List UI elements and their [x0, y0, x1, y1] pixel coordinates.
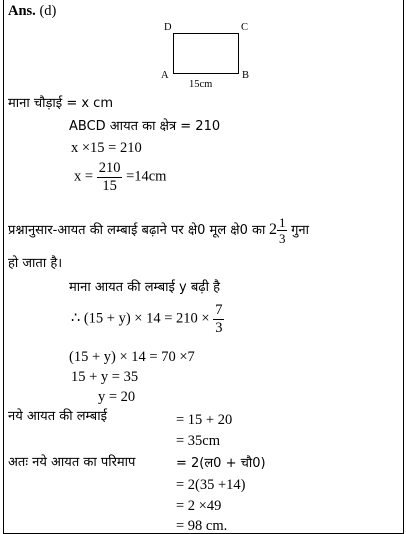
answer-option: (d)	[39, 3, 57, 19]
fraction-denominator: 15	[102, 177, 117, 194]
line-length-increase: माना आयत की लम्बाई y बढ़ी है	[69, 280, 221, 295]
line-therefore-equation	[71, 303, 224, 335]
fraction-7-3	[213, 303, 224, 335]
side-length-label: 15cm	[189, 79, 213, 90]
vertex-c-label: C	[241, 22, 249, 33]
new-length-label: नये आयत की लम्बाई	[8, 409, 107, 424]
fraction-210-15	[97, 161, 123, 193]
fraction-3-denominator: 3	[215, 319, 223, 336]
vertex-d-label: D	[164, 22, 172, 33]
line-condition-cont: हो जाता है।	[8, 256, 63, 271]
mixed-whole: 2	[268, 220, 277, 238]
perimeter-step-1: = 2(35 +14)	[176, 477, 246, 493]
x-equals: x =	[74, 168, 94, 185]
mixed-fraction	[277, 216, 288, 245]
mixed-denominator: 3	[278, 231, 286, 246]
vertex-a-label: A	[161, 70, 169, 81]
mixed-numerator: 1	[278, 215, 286, 230]
line-x-value	[74, 161, 166, 193]
new-length-result: = 35cm	[176, 433, 221, 449]
condition-text: प्रश्नानुसार-आयत की लम्बाई बढ़ाने पर क्षे0 मूल क्षे0 का	[8, 222, 266, 238]
line-simplify-2: 15 + y = 35	[71, 369, 139, 385]
line-area-equation: x ×15 = 210	[71, 140, 142, 156]
x-result: =14cm	[126, 168, 167, 185]
line-area-statement: ABCD आयत का क्षेत्र = 210	[69, 119, 221, 134]
new-perimeter-label: अतः नये आयत का परिमाप	[8, 455, 136, 470]
perimeter-step-2: = 2 ×49	[176, 498, 222, 514]
line-y-value: y = 20	[98, 389, 136, 405]
perimeter-formula	[176, 456, 266, 471]
condition-times: गुना	[291, 222, 309, 238]
rectangle-abcd	[173, 33, 239, 74]
perimeter-result: = 98 cm.	[176, 518, 228, 534]
therefore-lhs: ∴ (15 + y) × 14 = 210 ×	[71, 310, 210, 327]
vertex-b-label: B	[242, 70, 250, 81]
line-condition	[8, 216, 309, 245]
answer-header	[8, 4, 56, 19]
line-breadth-assumption: माना चौड़ाई = x cm	[8, 96, 113, 111]
line-simplify-1: (15 + y) × 14 = 70 ×7	[69, 349, 195, 365]
answer-label: Ans.	[8, 3, 36, 19]
fraction-numerator: 210	[98, 160, 121, 176]
fraction-7-numerator: 7	[215, 302, 223, 318]
perimeter-formula-text: = 2(ल0 + चौ0)	[176, 456, 266, 471]
new-length-sum: = 15 + 20	[176, 412, 233, 428]
